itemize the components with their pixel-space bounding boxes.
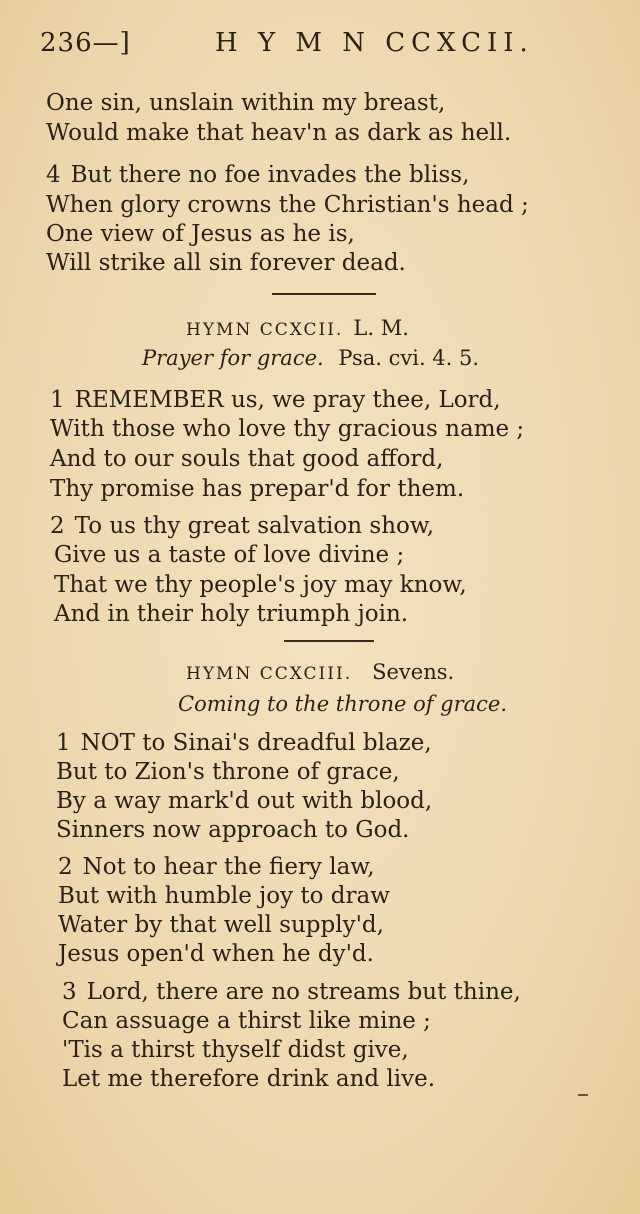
hymn-line: And in their holy triumph join. (54, 601, 409, 627)
subtitle-text: Coming to the throne of grace. (178, 692, 508, 716)
hymn-line: With those who love thy gracious name ; (50, 416, 525, 442)
hymn-subtitle (142, 346, 479, 370)
verse-first-line (62, 977, 521, 1007)
hymn-line: Thy promise has prepar'd for them. (50, 476, 465, 502)
hymn-line: But to Zion's throne of grace, (56, 759, 400, 785)
hymn-line: And to our souls that good afford, (50, 446, 444, 472)
hymn-line: Give us a taste of love divine ; (54, 542, 405, 568)
hymn-meter: L. M. (353, 316, 409, 340)
hymn-line: NOT to Sinai's dreadful blaze, (80, 730, 432, 756)
page-number: 236—] (40, 28, 131, 58)
verse-first-line (56, 728, 432, 758)
hymn-line: 'Tis a thirst thyself didst give, (62, 1037, 409, 1063)
verse-number: 1 (56, 730, 71, 756)
hymn-number: HYMN CCXCII. (186, 320, 344, 340)
verse-number: 1 (50, 387, 65, 413)
hymn-line: Sinners now approach to God. (56, 817, 410, 843)
hymn-heading (186, 316, 409, 340)
running-title: H Y M N CCXCII. (215, 28, 534, 58)
section-divider (284, 640, 374, 642)
hymn-line: Let me therefore drink and live. (62, 1066, 436, 1092)
ink-mark (578, 1094, 588, 1096)
hymn-line: That we thy people's joy may know, (54, 572, 467, 598)
hymn-meter: Sevens. (372, 660, 455, 684)
subtitle-text: Prayer for grace. (142, 346, 324, 370)
hymn-line: One sin, unslain within my breast, (46, 90, 446, 116)
verse-first-line (58, 852, 375, 882)
hymn-subtitle (178, 692, 507, 716)
hymn-line: Jesus open'd when he dy'd. (58, 941, 374, 967)
hymn-line: Lord, there are no streams but thine, (86, 979, 521, 1005)
hymn-line: One view of Jesus as he is, (46, 221, 355, 247)
hymn-line: Water by that well supply'd, (58, 912, 384, 938)
verse-first-line (46, 160, 469, 190)
verse-number: 3 (62, 979, 77, 1005)
hymn-line: When glory crowns the Christian's head ; (46, 192, 529, 218)
hymn-line: But there no foe invades the bliss, (70, 162, 470, 188)
hymn-line: To us thy great salvation show, (74, 513, 435, 539)
verse-number: 2 (50, 513, 65, 539)
hymn-line: Would make that heav'n as dark as hell. (46, 120, 512, 146)
section-divider (272, 293, 376, 295)
hymn-line: By a way mark'd out with blood, (56, 788, 433, 814)
hymn-number: HYMN CCXCIII. (186, 664, 353, 684)
verse-number: 2 (58, 854, 73, 880)
hymn-line: Can assuage a thirst like mine ; (62, 1008, 431, 1034)
scripture-reference: Psa. cvi. 4. 5. (338, 346, 480, 370)
hymn-line: But with humble joy to draw (58, 883, 390, 909)
verse-first-line (50, 385, 501, 415)
hymn-line: Not to hear the fiery law, (82, 854, 375, 880)
verse-first-line (50, 511, 434, 541)
hymn-line: REMEMBER us, we pray thee, Lord, (74, 387, 501, 413)
hymn-heading (186, 660, 454, 684)
hymn-line: Will strike all sin forever dead. (46, 250, 406, 276)
verse-number: 4 (46, 162, 61, 188)
